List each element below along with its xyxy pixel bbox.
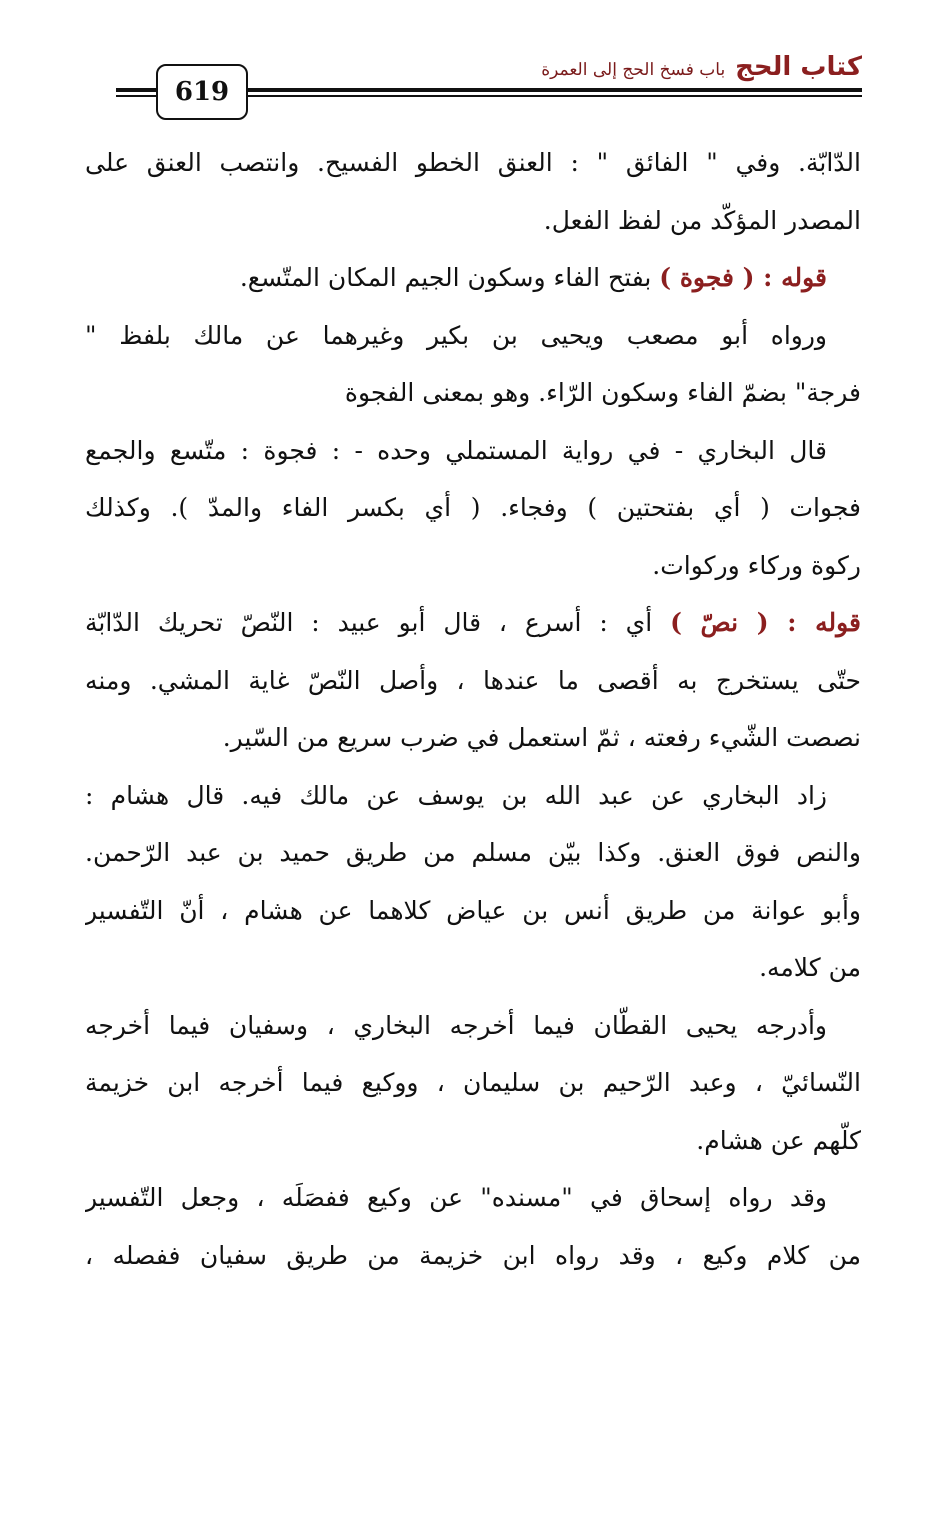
header-rule-thick	[248, 88, 862, 92]
text-line: قال البخاري - في رواية المستملي وحده - : فجوة : متّسع والجمع	[85, 435, 827, 465]
text-line: ركوة وركاء وركوات.	[652, 550, 861, 580]
text-line: وأدرجه يحيى القطّان فيما أخرجه البخاري ، وسفيان فيما أخرجه	[85, 1010, 827, 1040]
text-line: وقد رواه إسحاق في "مسنده" عن وكيع ففصَلَه ، وجعل التّفسير	[85, 1183, 827, 1212]
text-line: وأبو عوانة من طريق أنس بن عياض كلاهما عن هشام ، أنّ التّفسير	[85, 895, 861, 925]
entry-label: قوله : ( نصّ )	[670, 608, 861, 637]
body-text	[85, 134, 861, 1284]
book-name: كتاب الحج	[735, 52, 862, 82]
text-line: والنص فوق العنق. وكذا بيّن مسلم من طريق حميد بن عبد الرّحمن.	[85, 838, 861, 867]
text-line: نصصت الشّيء رفعته ، ثمّ استعمل في ضرب سريع من السّير.	[222, 723, 861, 752]
text-line: حتّى يستخرج به أقصى ما عندها ، وأصل النّصّ غاية المشي. ومنه	[85, 665, 861, 695]
header-rule-left-thick	[116, 88, 158, 92]
chapter-name: باب فسخ الحج إلى العمرة	[541, 60, 726, 80]
text-line: كلّهم عن هشام.	[696, 1125, 861, 1155]
text-line: المصدر المؤكّد من لفظ الفعل.	[543, 205, 861, 235]
text-line: قوله : ( نصّ ) أي : أسرع ، قال أبو عبيد : النّصّ تحريك الدّابّة	[85, 608, 861, 637]
text-line: زاد البخاري عن عبد الله بن يوسف عن مالك فيه. قال هشام :	[85, 780, 827, 810]
header-rule-left-thin	[116, 95, 158, 97]
page-number: 619	[156, 64, 248, 120]
text-line: من كلامه.	[759, 953, 861, 982]
text-line: فجوات ( أي بفتحتين ) وفجاء. ( أي بكسر الفاء والمدّ ). وكذلك	[85, 493, 861, 522]
text-line: فرجة" بضمّ الفاء وسكون الرّاء. وهو بمعنى الفجوة	[344, 378, 861, 407]
text-line: النّسائيّ ، وعبد الرّحيم بن سليمان ، ووكيع فيما أخرجه ابن خزيمة	[85, 1068, 861, 1097]
running-title	[541, 52, 862, 88]
page-header	[116, 52, 862, 124]
text-line: من كلام وكيع ، وقد رواه ابن خزيمة من طريق سفيان ففصله ،	[85, 1240, 861, 1270]
text-line: قوله : ( فجوة ) بفتح الفاء وسكون الجيم المكان المتّسع.	[239, 263, 827, 292]
entry-label: قوله : ( فجوة )	[659, 263, 827, 292]
text-line: ورواه أبو مصعب ويحيى بن بكير وغيرهما عن مالك بلفظ "	[85, 320, 827, 350]
header-rule-thin	[248, 95, 862, 97]
text-line: الدّابّة. وفي " الفائق " : العنق الخطو الفسيح. وانتصب العنق على	[85, 148, 861, 177]
